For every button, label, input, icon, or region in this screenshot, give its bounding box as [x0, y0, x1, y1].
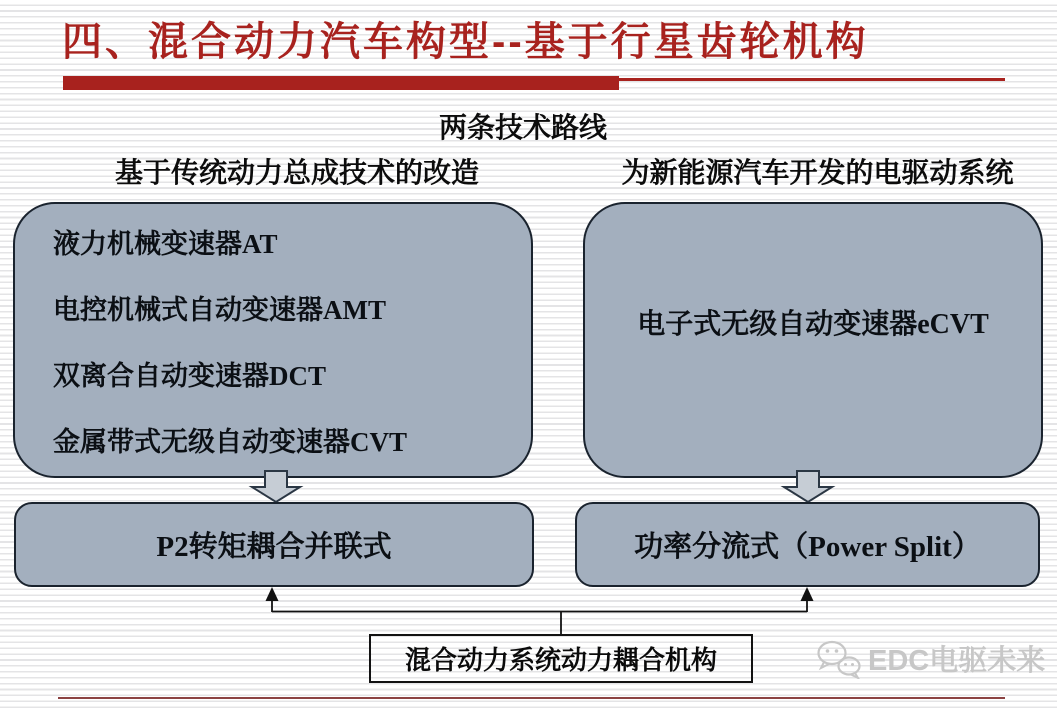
list-item: 金属带式无级自动变速器CVT [53, 426, 408, 457]
up-arrowhead-icon [266, 587, 279, 601]
p2-parallel-result-box [14, 502, 534, 587]
coupling-mechanism-box: 混合动力系统动力耦合机构 [369, 634, 753, 683]
list-item: 电子式无级自动变速器eCVT [637, 309, 989, 340]
watermark [816, 638, 1045, 679]
result-label: 功率分流式（Power Split） [634, 531, 981, 563]
subtitle: 两条技术路线 [438, 113, 607, 144]
result-label: P2转矩耦合并联式 [156, 531, 392, 563]
up-arrowhead-icon [801, 587, 814, 601]
watermark-label: EDC电驱未来 [868, 645, 1046, 677]
wechat-bubbles-icon [816, 639, 862, 679]
left-column-header: 基于传统动力总成技术的改造 [114, 158, 479, 189]
right-column-header: 为新能源汽车开发的电驱动系统 [621, 158, 1014, 189]
title-underline-bar [63, 76, 619, 90]
title-underline-rule [619, 78, 1005, 81]
list-item: 电控机械式自动变速器AMT [53, 294, 386, 325]
footer-red-line [58, 697, 1005, 699]
ev-drivetrain-box [583, 202, 1043, 478]
slide-title: 四、混合动力汽车构型--基于行星齿轮机构 [62, 20, 869, 64]
traditional-powertrain-box [13, 202, 533, 478]
power-split-result-box [575, 502, 1040, 587]
list-item: 液力机械变速器AT [53, 228, 278, 259]
list-item: 双离合自动变速器DCT [53, 360, 327, 391]
